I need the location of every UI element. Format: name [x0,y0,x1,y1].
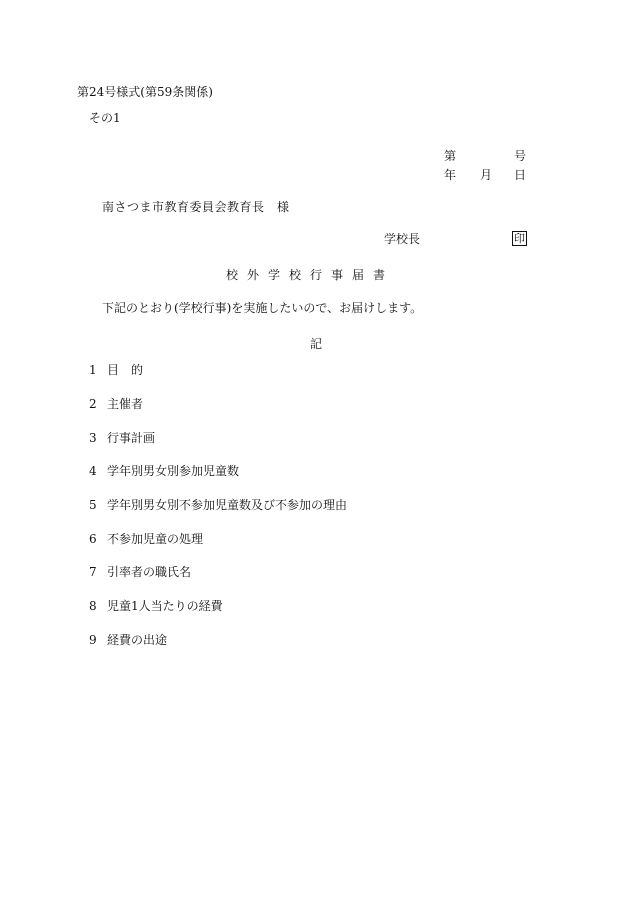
document-number-prefix: 第 [444,149,457,163]
item-label: 学年別男女別不参加児童数及び不参加の理由 [107,498,348,512]
date-day-label: 日 [514,168,527,182]
item-number: 4 [89,464,97,478]
list-item [89,364,143,376]
document-title: 校外学校行事届書 [226,268,395,282]
list-item [89,465,239,477]
list-item [89,398,143,410]
intro-text: 下記のとおり(学校行事)を実施したいので、お届けします。 [102,301,423,315]
item-number: 9 [89,633,97,647]
form-number: 第24号様式(第59条関係) [77,85,213,99]
item-label: 児童1人当たりの経費 [107,599,223,613]
item-label: 目 的 [107,363,144,377]
list-item [89,533,203,545]
item-number: 3 [89,431,97,445]
seal-stamp-box: 印 [514,232,525,245]
date-year-label: 年 [444,168,457,182]
item-label: 主催者 [107,397,144,411]
item-number: 6 [89,532,97,546]
date-month-label: 月 [480,168,493,182]
item-number: 5 [89,498,97,512]
item-label: 行事計画 [107,431,156,445]
item-label: 引率者の職氏名 [107,565,192,579]
item-label: 学年別男女別参加児童数 [107,464,240,478]
item-number: 1 [89,363,97,377]
ki-heading: 記 [310,337,323,351]
list-item [89,600,223,612]
document-number-suffix: 号 [514,149,527,163]
item-number: 8 [89,599,97,613]
recipient: 南さつま市教育委員会教育長 様 [102,200,290,214]
list-item [89,432,155,444]
item-number: 2 [89,397,97,411]
list-item [89,566,191,578]
form-sub-number: その1 [89,111,121,125]
list-item [89,634,167,646]
list-item [89,499,347,511]
item-number: 7 [89,565,97,579]
item-label: 経費の出途 [107,633,168,647]
sender-title: 学校長 [384,232,421,246]
item-label: 不参加児童の処理 [107,532,204,546]
